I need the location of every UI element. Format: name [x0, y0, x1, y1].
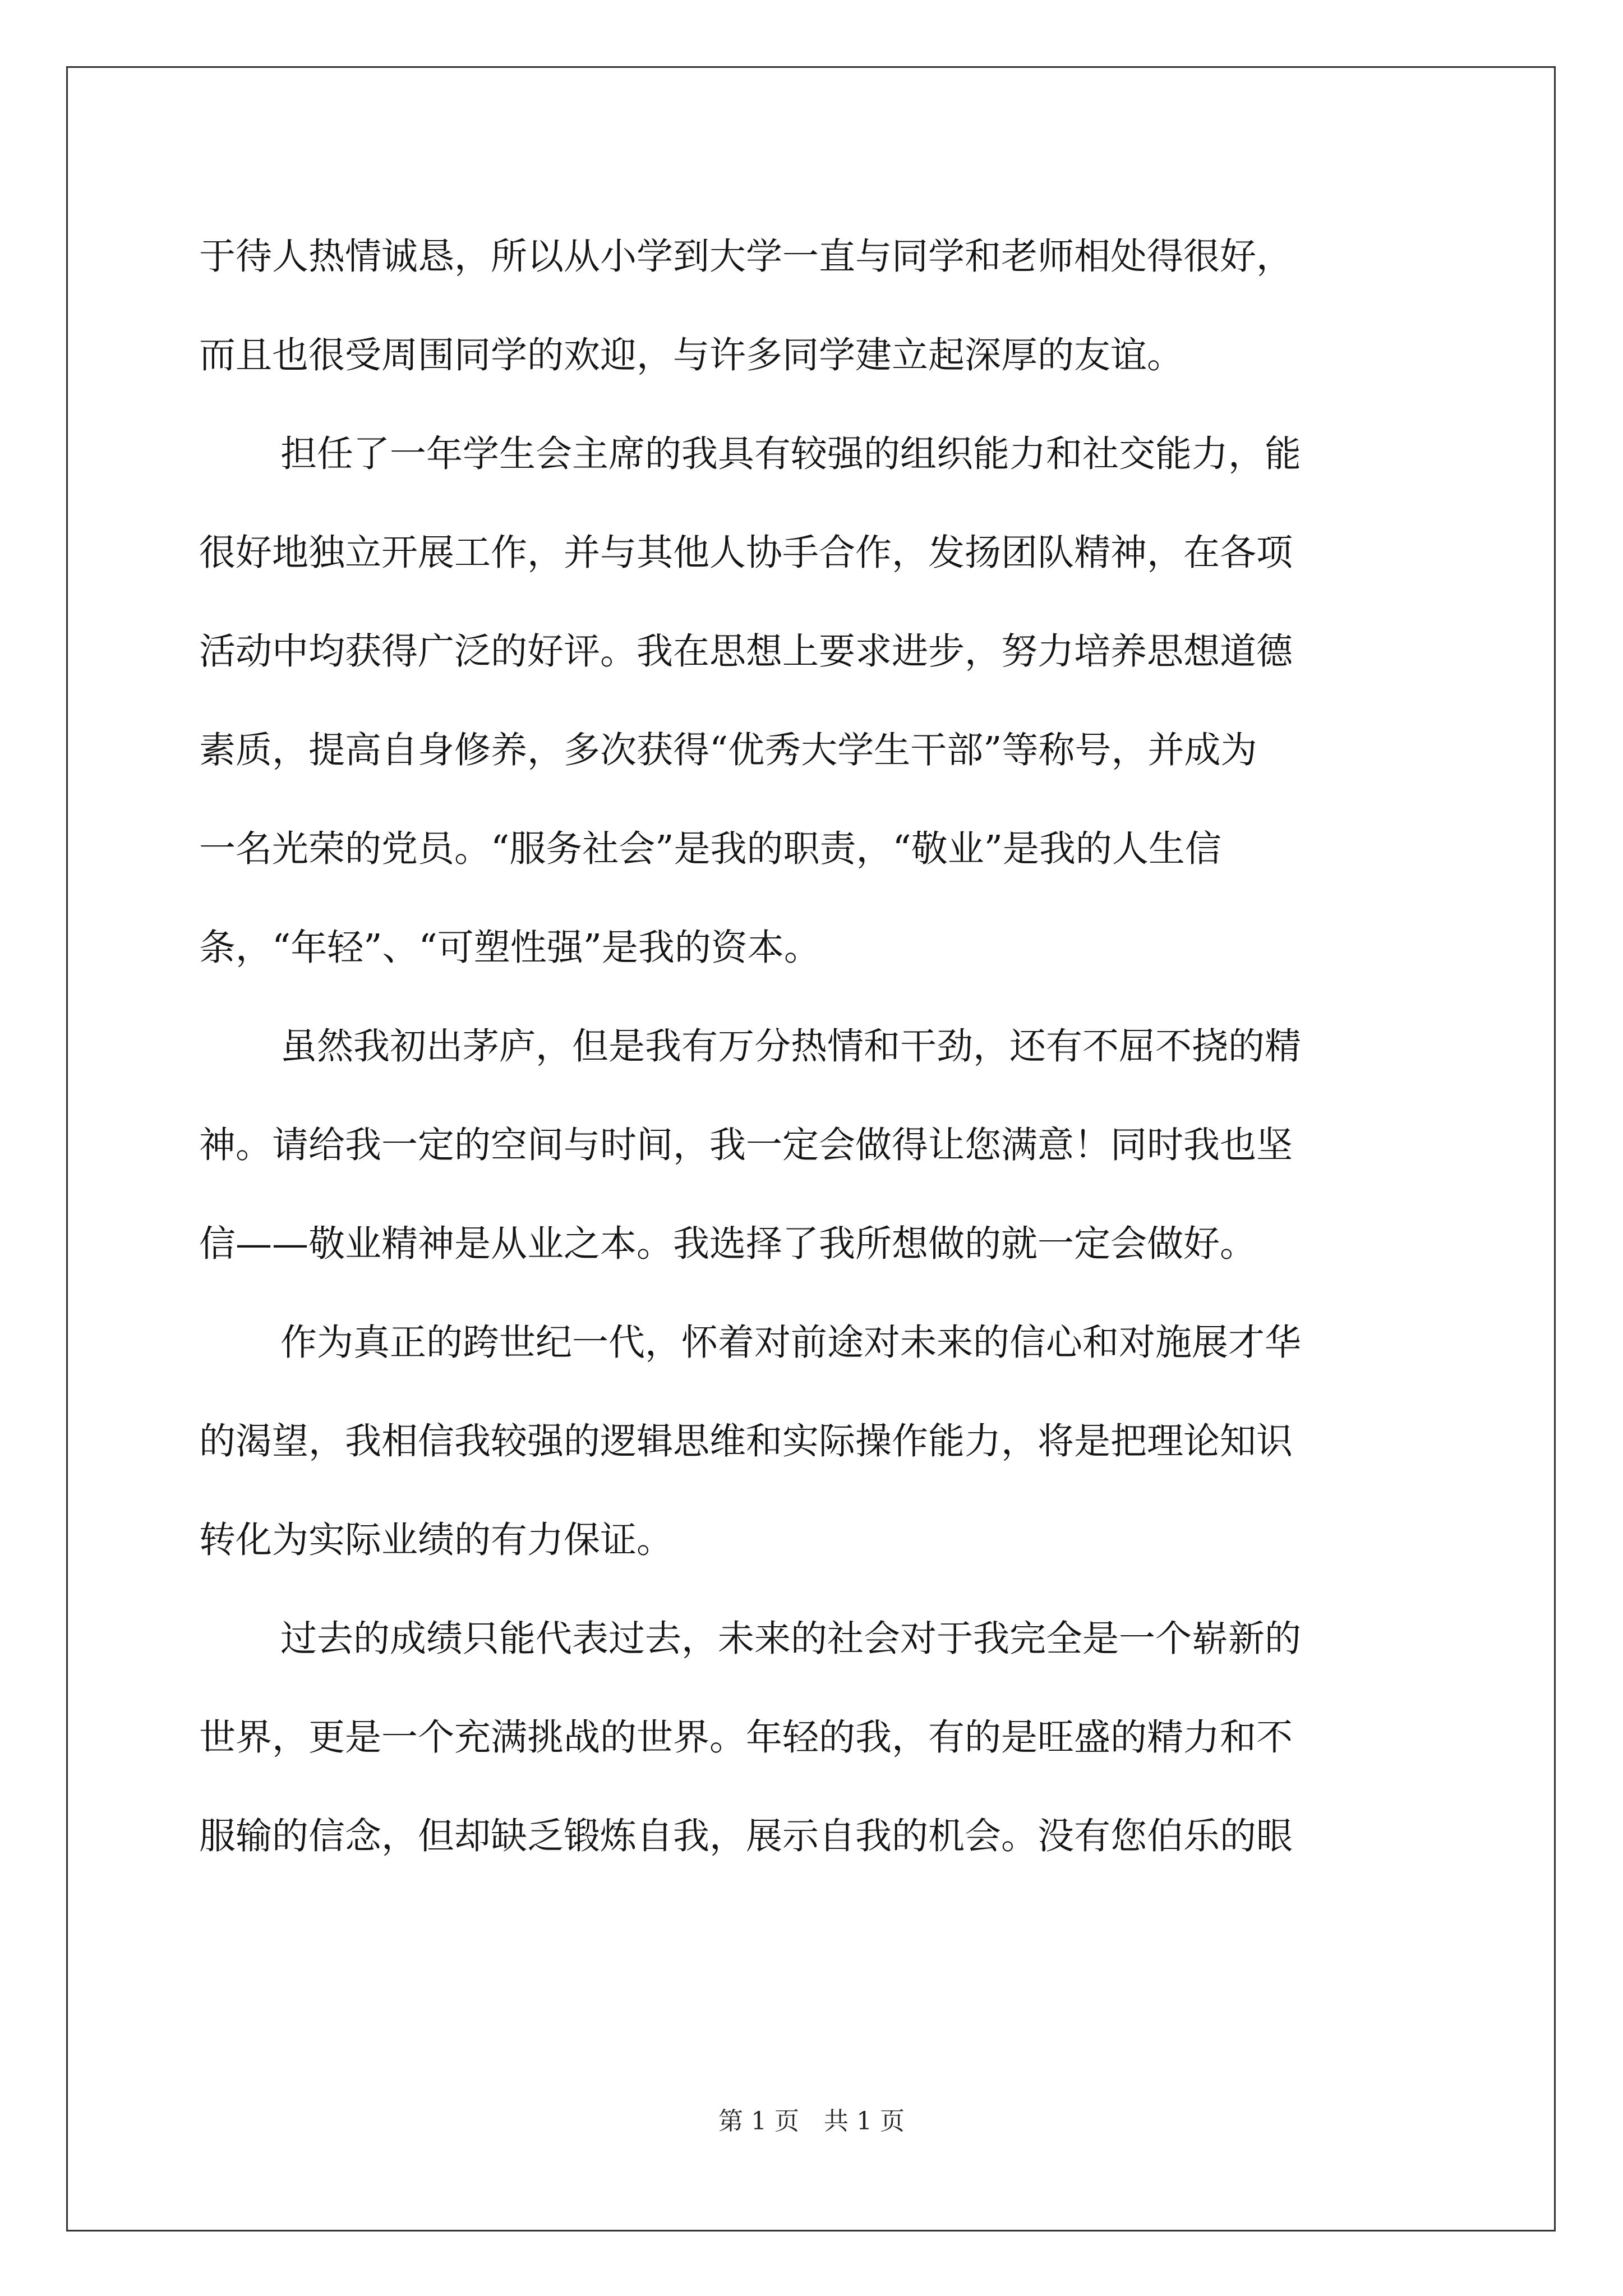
- text-line: 于待人热情诚恳，所以从小学到大学一直与同学和老师相处得很好，: [199, 236, 1293, 278]
- text-line: 过去的成绩只能代表过去，未来的社会对于我完全是一个崭新的: [280, 1618, 1302, 1660]
- paragraph-3: [199, 997, 1433, 1294]
- text-line: 作为真正的跨世纪一代，怀着对前途对未来的信心和对施展才华: [280, 1322, 1302, 1364]
- text-line: 而且也很受周围同学的欢迎，与许多同学建立起深厚的友谊。: [199, 334, 1184, 376]
- text-line: 条，“年轻”、“可塑性强”是我的资本。: [199, 927, 820, 969]
- paragraph-2: [199, 405, 1433, 997]
- text-line: 神。请给我一定的空间与时间，我一定会做得让您满意！同时我也坚: [199, 1124, 1293, 1166]
- text-line: 的渴望，我相信我较强的逻辑思维和实际操作能力，将是把理论知识: [199, 1420, 1293, 1462]
- text-line: 转化为实际业绩的有力保证。: [199, 1519, 674, 1561]
- text-line: 信——敬业精神是从业之本。我选择了我所想做的就一定会做好。: [199, 1223, 1257, 1265]
- text-line: 活动中均获得广泛的好评。我在思想上要求进步，努力培养思想道德: [199, 631, 1293, 673]
- text-line: 素质，提高自身修养，多次获得“优秀大学生干部”等称号，并成为: [199, 729, 1257, 771]
- text-line: 担任了一年学生会主席的我具有较强的组织能力和社交能力，能: [280, 433, 1302, 475]
- text-line: 服输的信念，但却缺乏锻炼自我，展示自我的机会。没有您伯乐的眼: [199, 1815, 1293, 1857]
- paragraph-5: [199, 1590, 1433, 1886]
- text-line: 一名光荣的党员。“服务社会”是我的职责，“敬业”是我的人生信: [199, 828, 1221, 870]
- document-body: [199, 208, 1433, 1886]
- paragraph-4: [199, 1294, 1433, 1590]
- text-line: 虽然我初出茅庐，但是我有万分热情和干劲，还有不屈不挠的精: [280, 1025, 1302, 1068]
- text-line: 世界，更是一个充满挑战的世界。年轻的我，有的是旺盛的精力和不: [199, 1717, 1293, 1759]
- text-line: 很好地独立开展工作，并与其他人协手合作，发扬团队精神，在各项: [199, 532, 1293, 574]
- paragraph-1: [199, 208, 1433, 405]
- page-number-footer: 第 1 页 共 1 页: [718, 2107, 905, 2136]
